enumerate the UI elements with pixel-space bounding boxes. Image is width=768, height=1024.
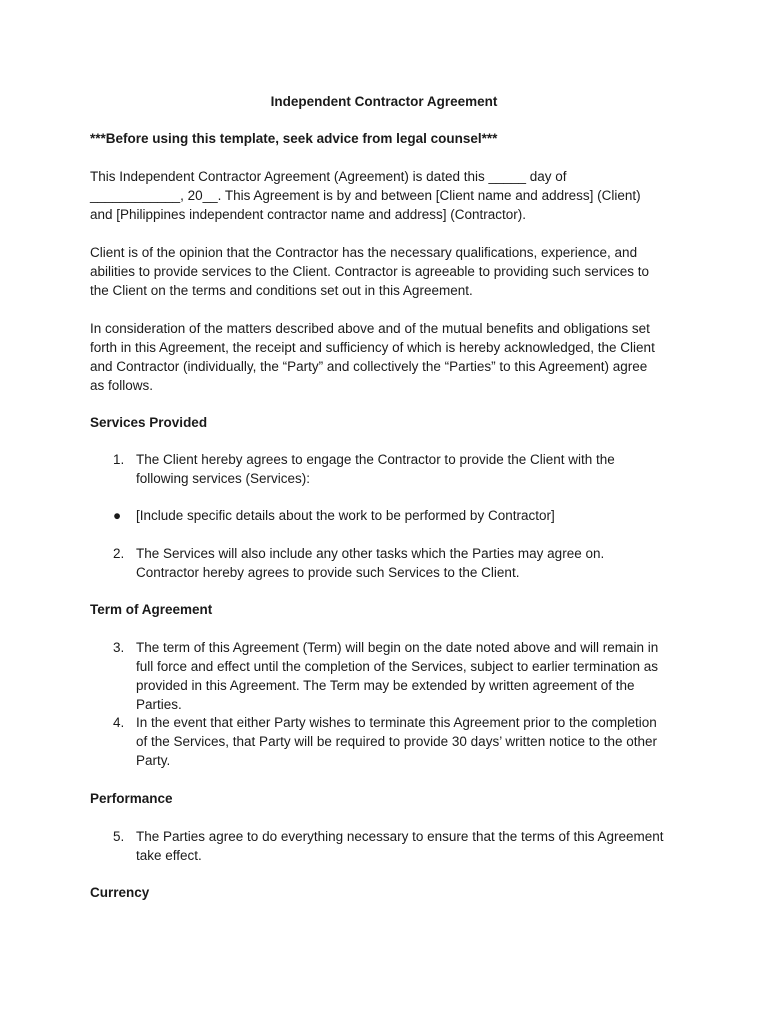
list-number: 4. [113,715,125,730]
list-item-1 [113,450,683,488]
bullet-icon: ● [113,508,122,523]
section-heading-performance: Performance [90,791,173,806]
opinion-paragraph: Client is of the opinion that the Contractor has the necessary qualifications, experience, and abilities to provide services to the Client. Contractor is agreeable to providing such services to the Client on the terms and conditions set out in this Agreement. [90,245,650,298]
list-item-text: In the event that either Party wishes to terminate this Agreement prior to the completion of the Services, that Party will be required to provide 30 days’ written notice to the other Party. [136,715,658,768]
bullet-item-text: [Include specific details about the work to be performed by Contractor] [136,508,555,523]
list-item-text: The term of this Agreement (Term) will begin on the date noted above and will remain in full force and effect until the completion of the Services, subject to earlier termination as provided in this Agreement. The Term may be extended by written agreement of the Parties. [136,640,659,712]
list-item-4 [113,713,683,770]
list-number: 1. [113,452,125,467]
list-number: 2. [113,546,125,561]
list-number: 3. [113,640,125,655]
list-item-text: The Parties agree to do everything necessary to ensure that the terms of this Agreement take effect. [136,829,664,863]
list-item-3 [113,638,683,714]
list-item-text: The Client hereby agrees to engage the Contractor to provide the Client with the following services (Services): [136,452,615,486]
list-item-2 [113,544,683,582]
section-heading-currency: Currency [90,885,150,900]
consideration-paragraph: In consideration of the matters described above and of the mutual benefits and obligations set forth in this Agreement, the receipt and sufficiency of which is hereby acknowledged, the Client and Contractor (individually, the “Party” and collectively the “Parties” to this Agreement) agree as follows. [90,321,655,393]
bullet-item [113,506,683,525]
section-heading-services: Services Provided [90,415,208,430]
list-item-5 [113,827,683,865]
intro-paragraph: This Independent Contractor Agreement (Agreement) is dated this _____ day of ____________, 20__. This Agreement is by and between [Client name and address] (Client) and [Philippines independent contractor name and address] (Contractor). [90,169,641,222]
section-heading-term: Term of Agreement [90,602,213,617]
list-number: 5. [113,829,125,844]
list-item-text: The Services will also include any other tasks which the Parties may agree on. Contractor hereby agrees to provide such Services to the Client. [136,546,605,580]
document-title: Independent Contractor Agreement [270,94,498,109]
legal-notice: ***Before using this template, seek advice from legal counsel*** [90,131,498,146]
